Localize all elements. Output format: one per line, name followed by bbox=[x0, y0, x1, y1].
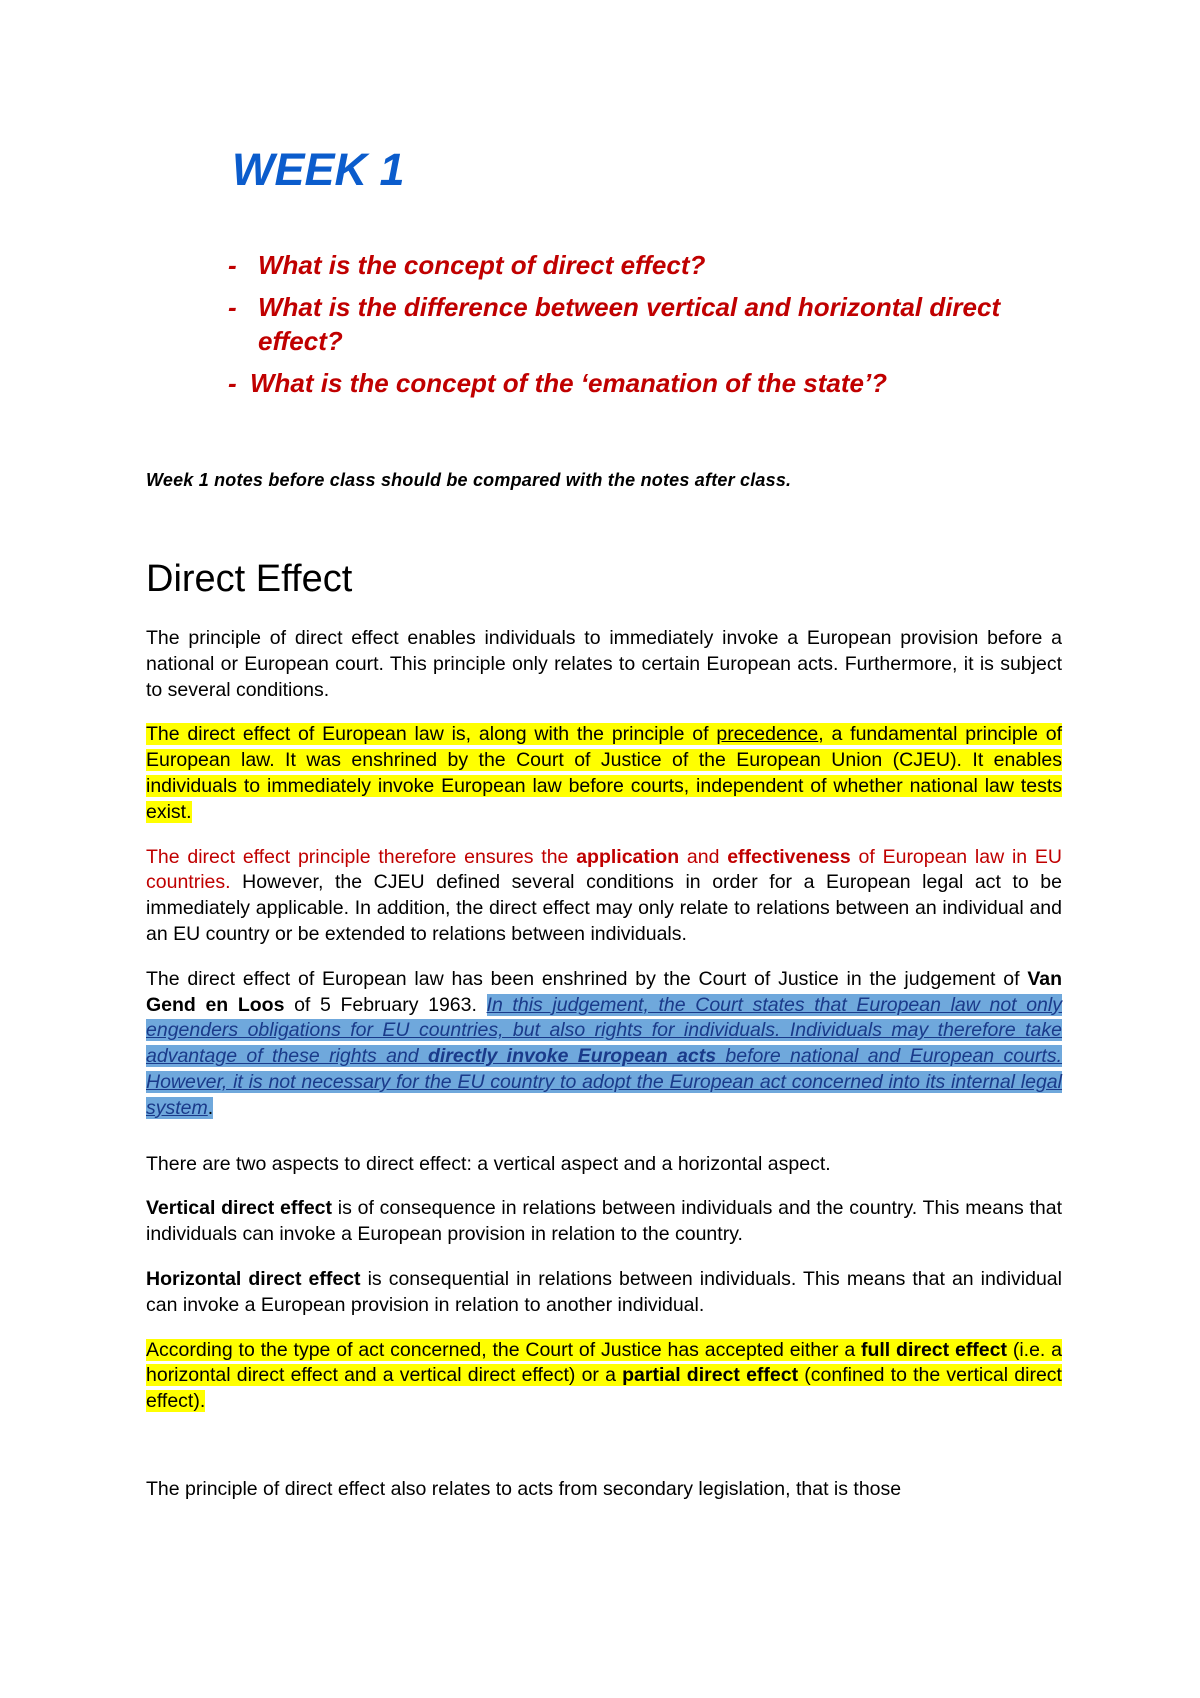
yellow-highlight bbox=[146, 1339, 1062, 1413]
document-body bbox=[146, 626, 1062, 1522]
bold-red-text: application bbox=[576, 845, 680, 868]
red-text: The direct effect principle therefore ensures the bbox=[146, 845, 577, 868]
question-item bbox=[228, 248, 1088, 282]
blue-underlined-text: In this judgement, the Court states that European law not only engenders obligations for EU countries, but also rights for individuals. Individuals may therefore take advantage of these rights and bbox=[146, 993, 1062, 1068]
question-text: What is the concept of the ‘emanation of the state’? bbox=[250, 368, 888, 398]
paragraph: There are two aspects to direct effect: a vertical aspect and a horizontal aspect. bbox=[146, 1152, 831, 1175]
paragraph bbox=[146, 1338, 1062, 1415]
text-run: (i.e. a horizontal direct effect and a vertical direct effect) or a bbox=[146, 1338, 1062, 1387]
question-dash: - bbox=[228, 368, 237, 398]
text-run: The direct effect of European law has been enshrined by the Court of Justice in the judgement of bbox=[146, 967, 1028, 990]
text-run: According to the type of act concerned, the Court of Justice has accepted either a bbox=[146, 1338, 861, 1361]
question-text: What is the difference between vertical and horizontal direct effect? bbox=[258, 292, 1001, 356]
bold-term: Horizontal direct effect bbox=[146, 1267, 361, 1290]
text-run: is consequential in relations between individuals. This means that an individual can invoke a European provision in relation to another individual. bbox=[146, 1267, 1062, 1316]
question-text: What is the concept of direct effect? bbox=[258, 250, 706, 280]
paragraph bbox=[146, 967, 1062, 1122]
yellow-highlight bbox=[146, 723, 1062, 822]
paragraph bbox=[146, 1196, 1062, 1248]
text-run: . bbox=[207, 1096, 214, 1119]
question-item bbox=[228, 290, 1088, 358]
blue-underlined-text: before national and European courts. However, it is not necessary for the EU country to adopt the European act concerned into its internal legal system bbox=[146, 1045, 1063, 1119]
blue-underlined-bold-text: directly invoke European acts bbox=[427, 1045, 717, 1068]
class-note: Week 1 notes before class should be compared with the notes after class. bbox=[146, 470, 792, 490]
paragraph bbox=[146, 1267, 1062, 1319]
text-run: (confined to the vertical direct effect). bbox=[146, 1364, 1062, 1413]
paragraph: The principle of direct effect also relates to acts from secondary legislation, that is those bbox=[146, 1477, 902, 1500]
bold-term: full direct effect bbox=[860, 1338, 1007, 1361]
case-name: Van Gend en Loos bbox=[146, 967, 1062, 1016]
text-run: The direct effect of European law is, along with the principle of bbox=[146, 723, 717, 746]
red-text: of European law in EU countries. bbox=[146, 845, 1062, 894]
section-heading: Direct Effect bbox=[146, 558, 353, 600]
precedence-link[interactable]: precedence bbox=[716, 723, 819, 746]
question-dash: - bbox=[228, 250, 237, 280]
text-run: of 5 February 1963. bbox=[284, 993, 487, 1016]
bold-term: partial direct effect bbox=[622, 1364, 799, 1387]
paragraph bbox=[146, 722, 1062, 825]
text-run: is of consequence in relations between individuals and the country. This means that individuals can invoke a European provision in relation to the country. bbox=[146, 1197, 1063, 1246]
text-run: However, the CJEU defined several conditions in order for a European legal act to be immediately applicable. In addition, the direct effect may only relate to relations between an individual and an EU country or be extended to relations between individuals. bbox=[146, 871, 1062, 945]
week-title: WEEK 1 bbox=[232, 144, 405, 195]
paragraph: The principle of direct effect enables individuals to immediately invoke a European provision before a national or European court. This principle only relates to certain European acts. Furthermore, it is subject to several conditions. bbox=[146, 627, 1062, 701]
red-text: and bbox=[679, 845, 728, 868]
question-list bbox=[228, 248, 1088, 408]
question-item bbox=[228, 366, 1088, 400]
question-dash: - bbox=[228, 292, 237, 322]
bold-red-text: effectiveness bbox=[727, 845, 851, 868]
paragraph bbox=[146, 845, 1062, 948]
bold-term: Vertical direct effect bbox=[146, 1197, 333, 1220]
text-run: , a fundamental principle of European law. It was enshrined by the Court of Justice of the European Union (CJEU). It enables individuals to immediately invoke European law before courts, independent of whether national law tests exist. bbox=[146, 723, 1062, 823]
